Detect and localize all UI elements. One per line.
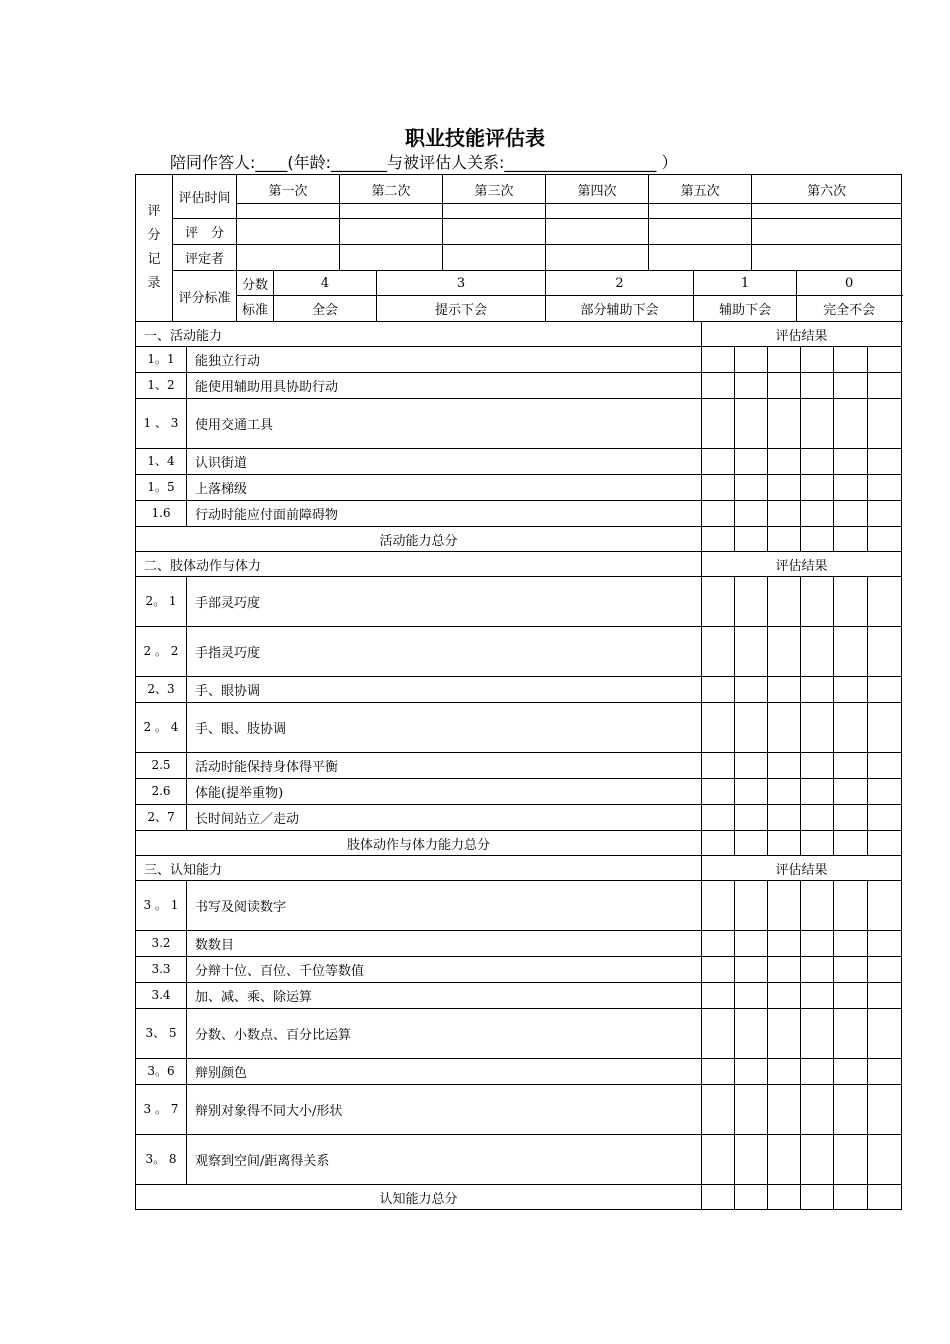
item-result-cell[interactable] — [735, 677, 768, 703]
score-cell-3[interactable] — [443, 219, 546, 245]
item-result-cell[interactable] — [801, 983, 834, 1009]
item-result-cell[interactable] — [801, 931, 834, 957]
item-result-cell[interactable] — [735, 399, 768, 449]
time-1-cell[interactable] — [237, 204, 340, 219]
item-number: 2、3 — [136, 677, 187, 703]
section-heading-row — [136, 552, 902, 577]
score-cell-4[interactable] — [546, 219, 649, 245]
item-number: 2.6 — [136, 779, 187, 805]
item-result-cell[interactable] — [768, 1059, 801, 1085]
total-result-cell[interactable] — [702, 1185, 735, 1210]
item-result-cell[interactable] — [702, 1135, 735, 1185]
table-row — [136, 881, 902, 931]
form-title: 职业技能评估表 — [405, 126, 545, 150]
total-result-cell[interactable] — [702, 831, 735, 856]
item-result-cell[interactable] — [834, 753, 868, 779]
item-result-cell[interactable] — [868, 475, 902, 501]
item-number: 3.4 — [136, 983, 187, 1009]
item-description: 辩别对象得不同大小/形状 — [187, 1085, 702, 1135]
table-row — [136, 399, 902, 449]
score-cell-6[interactable] — [752, 219, 902, 245]
item-number: 1、4 — [136, 449, 187, 475]
item-number: 3.3 — [136, 957, 187, 983]
item-result-cell[interactable] — [768, 399, 801, 449]
item-number: 1、2 — [136, 373, 187, 399]
item-result-cell[interactable] — [702, 1085, 735, 1135]
table-row — [136, 577, 902, 627]
item-number: 3。 8 — [136, 1135, 187, 1185]
item-result-cell[interactable] — [834, 449, 868, 475]
standard-partial-assist: 部分辅助下会 — [546, 296, 694, 322]
time-4-header: 第四次 — [546, 175, 649, 204]
item-result-cell[interactable] — [868, 753, 902, 779]
item-result-cell[interactable] — [868, 677, 902, 703]
item-description: 认识街道 — [187, 449, 702, 475]
item-description: 能使用辅助用具协助行动 — [187, 373, 702, 399]
item-result-cell[interactable] — [768, 1009, 801, 1059]
standard-row-label: 标准 — [237, 296, 274, 322]
item-number: 2。 1 — [136, 577, 187, 627]
score-cell-1[interactable] — [237, 219, 340, 245]
time-3-header: 第三次 — [443, 175, 546, 204]
item-description: 书写及阅读数字 — [187, 881, 702, 931]
section-total-row — [136, 831, 902, 856]
time-6-header: 第六次 — [752, 175, 902, 204]
item-result-cell[interactable] — [768, 627, 801, 677]
item-number: 3、 5 — [136, 1009, 187, 1059]
table-row — [136, 753, 902, 779]
item-description: 加、减、乘、除运算 — [187, 983, 702, 1009]
table-row — [136, 779, 902, 805]
assessment-time-label: 评估时间 — [173, 175, 237, 219]
section-heading-row — [136, 322, 902, 347]
item-description: 能独立行动 — [187, 347, 702, 373]
item-result-cell[interactable] — [735, 957, 768, 983]
item-description: 手部灵巧度 — [187, 577, 702, 627]
item-number: 1。1 — [136, 347, 187, 373]
item-number: 2.5 — [136, 753, 187, 779]
item-description: 分辩十位、百位、千位等数值 — [187, 957, 702, 983]
item-result-cell[interactable] — [834, 627, 868, 677]
item-result-cell[interactable] — [768, 881, 801, 931]
item-result-cell[interactable] — [768, 449, 801, 475]
table-row — [136, 501, 902, 527]
item-result-cell[interactable] — [735, 1085, 768, 1135]
item-result-cell[interactable] — [801, 1085, 834, 1135]
score-cell-2[interactable] — [340, 219, 443, 245]
item-number: 1.6 — [136, 501, 187, 527]
total-result-cell[interactable] — [868, 831, 902, 856]
table-row — [136, 983, 902, 1009]
item-result-cell[interactable] — [868, 931, 902, 957]
table-row — [136, 931, 902, 957]
assessment-items-table — [135, 321, 902, 1210]
rater-cell-4[interactable] — [546, 245, 649, 271]
item-result-cell[interactable] — [834, 577, 868, 627]
item-number: 2、7 — [136, 805, 187, 831]
item-number: 1。5 — [136, 475, 187, 501]
item-result-cell[interactable] — [702, 449, 735, 475]
item-result-cell[interactable] — [768, 475, 801, 501]
item-result-cell[interactable] — [834, 501, 868, 527]
item-result-cell[interactable] — [768, 677, 801, 703]
item-result-cell[interactable] — [768, 577, 801, 627]
result-header: 评估结果 — [702, 552, 902, 577]
item-result-cell[interactable] — [868, 347, 902, 373]
table-row — [136, 373, 902, 399]
item-result-cell[interactable] — [768, 931, 801, 957]
item-result-cell[interactable] — [735, 753, 768, 779]
item-result-cell[interactable] — [801, 1009, 834, 1059]
section-total-row — [136, 527, 902, 552]
table-row — [136, 475, 902, 501]
item-result-cell[interactable] — [834, 805, 868, 831]
total-result-cell[interactable] — [735, 1185, 768, 1210]
score-cell-5[interactable] — [649, 219, 752, 245]
item-result-cell[interactable] — [801, 779, 834, 805]
score-record-side-label: 评 分 记 录 — [136, 175, 173, 322]
table-row — [136, 703, 902, 753]
item-result-cell[interactable] — [735, 1009, 768, 1059]
standard-prompted: 提示下会 — [377, 296, 546, 322]
item-description: 数数目 — [187, 931, 702, 957]
item-result-cell[interactable] — [868, 957, 902, 983]
item-description: 分数、小数点、百分比运算 — [187, 1009, 702, 1059]
item-result-cell[interactable] — [868, 501, 902, 527]
score-value-4: 4 — [274, 271, 377, 296]
item-result-cell[interactable] — [702, 881, 735, 931]
score-value-2: 2 — [546, 271, 694, 296]
item-result-cell[interactable] — [768, 703, 801, 753]
item-result-cell[interactable] — [801, 1135, 834, 1185]
item-number: 2 。 2 — [136, 627, 187, 677]
item-result-cell[interactable] — [801, 881, 834, 931]
item-result-cell[interactable] — [702, 957, 735, 983]
item-description: 手、眼协调 — [187, 677, 702, 703]
total-result-cell[interactable] — [868, 1185, 902, 1210]
rater-cell-1[interactable] — [237, 245, 340, 271]
table-row — [136, 677, 902, 703]
item-number: 3.2 — [136, 931, 187, 957]
item-result-cell[interactable] — [801, 753, 834, 779]
item-result-cell[interactable] — [868, 399, 902, 449]
item-number: 3 。 1 — [136, 881, 187, 931]
time-5-header: 第五次 — [649, 175, 752, 204]
item-result-cell[interactable] — [702, 627, 735, 677]
result-header: 评估结果 — [702, 856, 902, 881]
item-result-cell[interactable] — [834, 957, 868, 983]
rater-cell-2[interactable] — [340, 245, 443, 271]
item-result-cell[interactable] — [834, 1009, 868, 1059]
item-result-cell[interactable] — [735, 627, 768, 677]
item-result-cell[interactable] — [768, 1135, 801, 1185]
criteria-label: 评分标准 — [173, 271, 237, 322]
total-result-cell[interactable] — [834, 527, 868, 552]
item-result-cell[interactable] — [768, 501, 801, 527]
total-result-cell[interactable] — [768, 831, 801, 856]
item-result-cell[interactable] — [801, 475, 834, 501]
table-row — [136, 1009, 902, 1059]
item-result-cell[interactable] — [834, 399, 868, 449]
score-value-1: 1 — [694, 271, 797, 296]
total-result-cell[interactable] — [768, 527, 801, 552]
item-number: 3 。 7 — [136, 1085, 187, 1135]
item-result-cell[interactable] — [801, 449, 834, 475]
item-result-cell[interactable] — [801, 627, 834, 677]
table-row — [136, 449, 902, 475]
total-result-cell[interactable] — [768, 1185, 801, 1210]
total-result-cell[interactable] — [834, 1185, 868, 1210]
item-description: 长时间站立／走动 — [187, 805, 702, 831]
item-result-cell[interactable] — [868, 373, 902, 399]
table-row — [136, 957, 902, 983]
item-result-cell[interactable] — [768, 753, 801, 779]
section-heading: 二、肢体动作与体力 — [136, 552, 702, 577]
item-result-cell[interactable] — [735, 931, 768, 957]
item-result-cell[interactable] — [768, 347, 801, 373]
rater-label: 评定者 — [173, 245, 237, 271]
item-result-cell[interactable] — [702, 347, 735, 373]
item-description: 使用交通工具 — [187, 399, 702, 449]
total-result-cell[interactable] — [834, 831, 868, 856]
score-row-label: 分数 — [237, 271, 274, 296]
section-total-label: 活动能力总分 — [136, 527, 702, 552]
total-result-cell[interactable] — [801, 831, 834, 856]
item-result-cell[interactable] — [702, 1059, 735, 1085]
item-result-cell[interactable] — [768, 957, 801, 983]
total-result-cell[interactable] — [702, 527, 735, 552]
table-row — [136, 1085, 902, 1135]
item-result-cell[interactable] — [768, 1085, 801, 1135]
item-result-cell[interactable] — [801, 347, 834, 373]
time-3-cell[interactable] — [443, 204, 546, 219]
section-heading: 一、活动能力 — [136, 322, 702, 347]
item-result-cell[interactable] — [735, 881, 768, 931]
item-result-cell[interactable] — [735, 1059, 768, 1085]
item-result-cell[interactable] — [868, 805, 902, 831]
item-result-cell[interactable] — [801, 373, 834, 399]
item-result-cell[interactable] — [868, 1059, 902, 1085]
item-number: 3。6 — [136, 1059, 187, 1085]
item-result-cell[interactable] — [834, 779, 868, 805]
item-result-cell[interactable] — [868, 627, 902, 677]
item-result-cell[interactable] — [801, 1059, 834, 1085]
section-heading: 三、认知能力 — [136, 856, 702, 881]
item-description: 上落梯级 — [187, 475, 702, 501]
time-2-cell[interactable] — [340, 204, 443, 219]
item-result-cell[interactable] — [801, 501, 834, 527]
item-result-cell[interactable] — [834, 703, 868, 753]
item-result-cell[interactable] — [702, 1009, 735, 1059]
item-description: 行动时能应付面前障碍物 — [187, 501, 702, 527]
total-result-cell[interactable] — [801, 527, 834, 552]
item-result-cell[interactable] — [834, 475, 868, 501]
table-row — [136, 347, 902, 373]
item-result-cell[interactable] — [735, 475, 768, 501]
item-result-cell[interactable] — [735, 703, 768, 753]
item-result-cell[interactable] — [801, 577, 834, 627]
item-result-cell[interactable] — [868, 449, 902, 475]
section-total-row — [136, 1185, 902, 1210]
time-5-cell[interactable] — [649, 204, 752, 219]
time-6-cell[interactable] — [752, 204, 902, 219]
item-result-cell[interactable] — [702, 577, 735, 627]
item-result-cell[interactable] — [735, 501, 768, 527]
section-total-label: 肢体动作与体力能力总分 — [136, 831, 702, 856]
rater-cell-3[interactable] — [443, 245, 546, 271]
item-result-cell[interactable] — [702, 475, 735, 501]
item-result-cell[interactable] — [801, 399, 834, 449]
item-result-cell[interactable] — [702, 373, 735, 399]
item-result-cell[interactable] — [801, 805, 834, 831]
score-value-3: 3 — [377, 271, 546, 296]
item-result-cell[interactable] — [834, 347, 868, 373]
standard-full: 全会 — [274, 296, 377, 322]
item-result-cell[interactable] — [702, 805, 735, 831]
score-label: 评 分 — [173, 219, 237, 245]
item-description: 辩别颜色 — [187, 1059, 702, 1085]
item-result-cell[interactable] — [834, 983, 868, 1009]
item-result-cell[interactable] — [702, 779, 735, 805]
time-2-header: 第二次 — [340, 175, 443, 204]
item-result-cell[interactable] — [735, 373, 768, 399]
item-result-cell[interactable] — [868, 1085, 902, 1135]
time-1-header: 第一次 — [237, 175, 340, 204]
item-result-cell[interactable] — [735, 347, 768, 373]
item-result-cell[interactable] — [868, 577, 902, 627]
item-result-cell[interactable] — [702, 931, 735, 957]
item-result-cell[interactable] — [735, 805, 768, 831]
table-row — [136, 805, 902, 831]
item-result-cell[interactable] — [868, 779, 902, 805]
standard-assisted: 辅助下会 — [694, 296, 797, 322]
item-result-cell[interactable] — [768, 805, 801, 831]
item-result-cell[interactable] — [702, 399, 735, 449]
item-result-cell[interactable] — [768, 779, 801, 805]
item-result-cell[interactable] — [834, 931, 868, 957]
total-result-cell[interactable] — [735, 831, 768, 856]
item-result-cell[interactable] — [868, 881, 902, 931]
item-result-cell[interactable] — [702, 983, 735, 1009]
item-result-cell[interactable] — [834, 881, 868, 931]
table-row — [136, 627, 902, 677]
item-description: 手、眼、肢协调 — [187, 703, 702, 753]
item-result-cell[interactable] — [702, 703, 735, 753]
item-result-cell[interactable] — [735, 1135, 768, 1185]
item-result-cell[interactable] — [868, 1135, 902, 1185]
item-description: 活动时能保持身体得平衡 — [187, 753, 702, 779]
time-4-cell[interactable] — [546, 204, 649, 219]
item-result-cell[interactable] — [735, 577, 768, 627]
table-row — [136, 1059, 902, 1085]
item-result-cell[interactable] — [801, 677, 834, 703]
item-result-cell[interactable] — [801, 957, 834, 983]
item-result-cell[interactable] — [834, 1085, 868, 1135]
item-result-cell[interactable] — [735, 983, 768, 1009]
total-result-cell[interactable] — [801, 1185, 834, 1210]
result-header: 评估结果 — [702, 322, 902, 347]
rater-cell-6[interactable] — [752, 245, 902, 271]
item-result-cell[interactable] — [868, 703, 902, 753]
item-description: 体能(提举重物) — [187, 779, 702, 805]
table-row — [136, 1135, 902, 1185]
total-result-cell[interactable] — [735, 527, 768, 552]
item-result-cell[interactable] — [801, 703, 834, 753]
item-number: 2 。 4 — [136, 703, 187, 753]
item-description: 观察到空间/距离得关系 — [187, 1135, 702, 1185]
item-result-cell[interactable] — [768, 373, 801, 399]
item-number: 1 、 3 — [136, 399, 187, 449]
section-total-label: 认知能力总分 — [136, 1185, 702, 1210]
item-result-cell[interactable] — [834, 373, 868, 399]
item-result-cell[interactable] — [834, 1135, 868, 1185]
item-result-cell[interactable] — [868, 1009, 902, 1059]
item-description: 手指灵巧度 — [187, 627, 702, 677]
item-result-cell[interactable] — [834, 1059, 868, 1085]
item-result-cell[interactable] — [768, 983, 801, 1009]
item-result-cell[interactable] — [735, 449, 768, 475]
section-heading-row — [136, 856, 902, 881]
item-result-cell[interactable] — [702, 677, 735, 703]
item-result-cell[interactable] — [735, 779, 768, 805]
item-result-cell[interactable] — [702, 501, 735, 527]
item-result-cell[interactable] — [702, 753, 735, 779]
rater-cell-5[interactable] — [649, 245, 752, 271]
item-result-cell[interactable] — [834, 677, 868, 703]
companion-info-line: 陪同作答人:____(年龄:_______与被评估人关系:___________________ ） — [170, 153, 678, 172]
score-value-0: 0 — [797, 271, 902, 296]
item-result-cell[interactable] — [868, 983, 902, 1009]
standard-unable: 完全不会 — [797, 296, 902, 322]
total-result-cell[interactable] — [868, 527, 902, 552]
score-record-table — [135, 174, 902, 322]
